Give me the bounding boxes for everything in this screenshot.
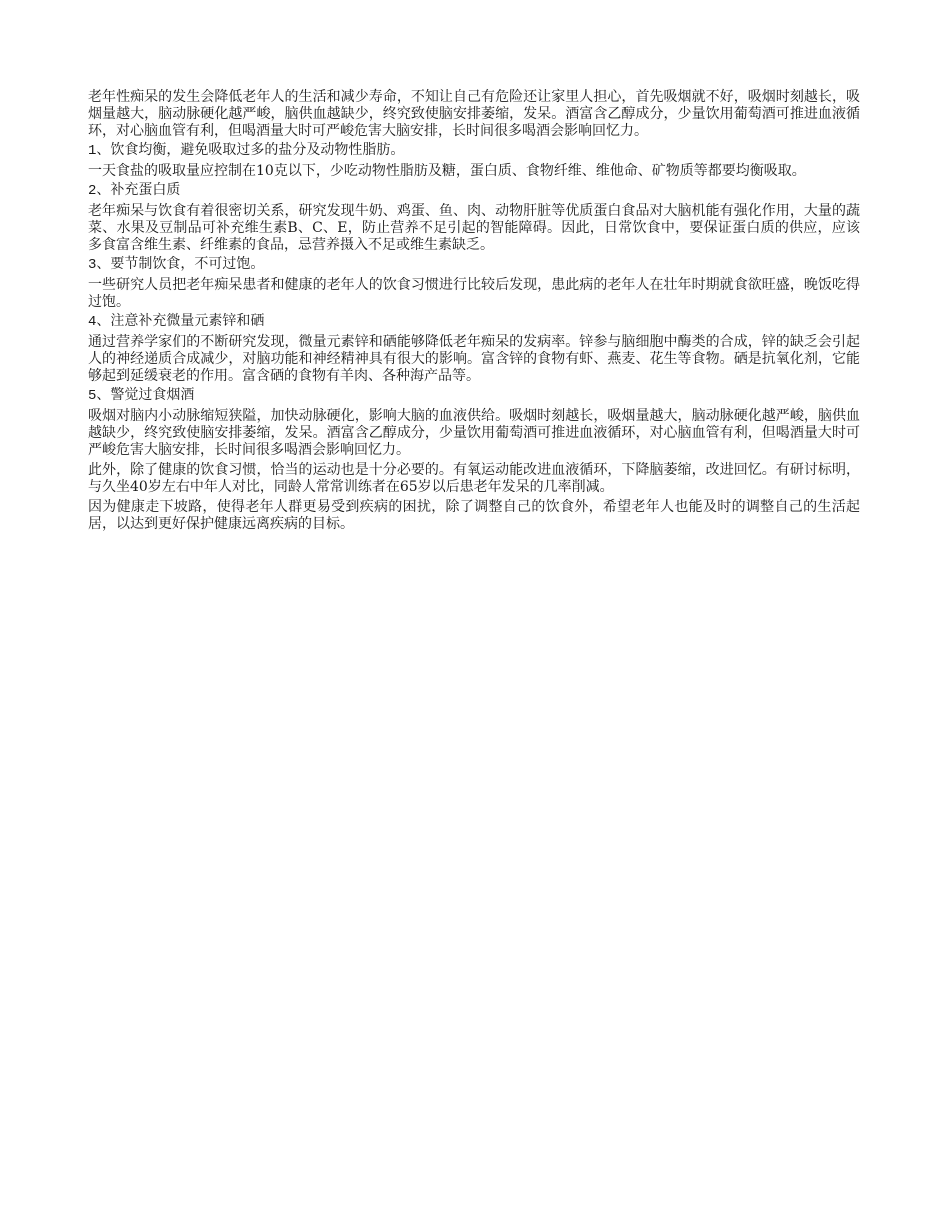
section-2-body: 老年痴呆与饮食有着很密切关系，研究发现牛奶、鸡蛋、鱼、肉、动物肝脏等优质蛋白食品对大脑机能有强化作用，大量的蔬菜、水果及豆制品可补充维生素B、C、E，防止营养不足引起的智能障碍。因此，日常饮食中，要保证蛋白质的供应，应该多食富含维生素、纤维素的食品，忌营养摄入不足或维生素缺乏。 [88,203,860,253]
closing-paragraph-2: 因为健康走下坡路，使得老年人群更易受到疾病的困扰，除了调整自己的饮食外，希望老年人也能及时的调整自己的生活起居，以达到更好保护健康远离疾病的目标。 [88,499,860,532]
section-4-body: 通过营养学家们的不断研究发现，微量元素锌和硒能够降低老年痴呆的发病率。锌参与脑细胞中酶类的合成，锌的缺乏会引起人的神经递质合成减少，对脑功能和神经精神具有很大的影响。富含锌的食物有虾、燕麦、花生等食物。硒是抗氧化剂，它能够起到延缓衰老的作用。富含硒的食物有羊肉、各种海产品等。 [88,334,860,384]
section-5-body: 吸烟对脑内小动脉缩短狭隘，加快动脉硬化，影响大脑的血液供给。吸烟时刻越长，吸烟量越大，脑动脉硬化越严峻，脑供血越缺少，终究致使脑安排萎缩，发呆。酒富含乙醇成分，少量饮用葡萄酒可推进血液循环，对心脑血管有利，但喝酒量大时可严峻危害大脑安排，长时间很多喝酒会影响回忆力。 [88,408,860,458]
section-3-body: 一些研究人员把老年痴呆患者和健康的老年人的饮食习惯进行比较后发现，患此病的老年人在壮年时期就食欲旺盛，晚饭吃得过饱。 [88,277,860,310]
document-page [88,89,860,536]
section-3-heading: 3、要节制饮食，不可过饱。 [88,257,265,273]
section-4-heading: 4、注意补充微量元素锌和硒 [88,314,265,330]
closing-paragraph-1: 此外，除了健康的饮食习惯，恰当的运动也是十分必要的。有氧运动能改进血液循环，下降脑萎缩，改进回忆。有研讨标明，与久坐40岁左右中年人对比，同龄人常常训练者在65岁以后患老年发呆的几率削减。 [88,462,860,495]
intro-paragraph: 老年性痴呆的发生会降低老年人的生活和减少寿命，不知让自己有危险还让家里人担心，首先吸烟就不好，吸烟时刻越长，吸烟量越大，脑动脉硬化越严峻，脑供血越缺少，终究致使脑安排萎缩，发呆。酒富含乙醇成分，少量饮用葡萄酒可推进血液循环，对心脑血管有利，但喝酒量大时可严峻危害大脑安排，长时间很多喝酒会影响回忆力。 [88,89,860,139]
section-1-body: 一天食盐的吸取量应控制在10克以下，少吃动物性脂肪及糖，蛋白质、食物纤维、维他命、矿物质等都要均衡吸取。 [88,163,806,179]
section-5-heading: 5、警觉过食烟酒 [88,388,195,404]
section-2-heading: 2、补充蛋白质 [88,183,181,199]
section-1-heading: 1、饮食均衡，避免吸取过多的盐分及动物性脂肪。 [88,143,405,159]
